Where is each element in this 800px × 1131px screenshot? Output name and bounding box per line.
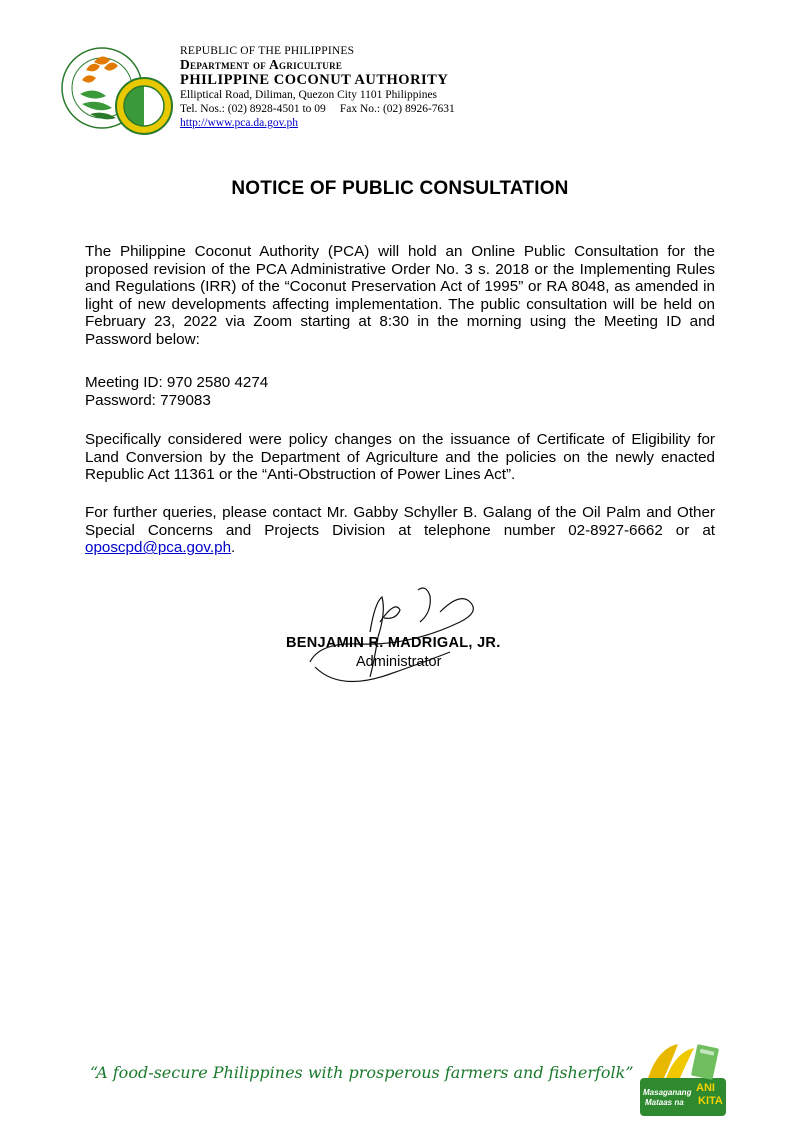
paragraph-consultation: The Philippine Coconut Authority (PCA) will hold an Online Public Consultation for the proposed revision of the PCA Administrative Order No. 3 s. 2018 or the Implementing Rules and Regulations (IRR) of the “Coconut Preservation Act of 1995” or RA 8048, as amended in light of new developments affecting implementation. The public consultation will be held on February 23, 2022 via Zoom starting at 8:30 in the morning using the Meeting ID and Password below:: [85, 243, 715, 348]
fax-number: Fax No.: (02) 8926-7631: [339, 103, 455, 115]
coconut-seal-icon: [116, 78, 172, 134]
email-link[interactable]: oposcpd@pca.gov.ph: [85, 539, 232, 557]
letterhead: [180, 44, 455, 130]
contact-line: [180, 102, 455, 116]
badge-line2: Mataas na: [645, 1098, 684, 1107]
signatory-name: BENJAMIN R. MADRIGAL, JR.: [286, 635, 501, 651]
website-link[interactable]: http://www.pca.da.gov.ph: [180, 117, 298, 129]
meeting-password: Password: 779083: [85, 391, 211, 409]
department-line: Department of Agriculture: [180, 57, 343, 72]
tel-numbers: Tel. Nos.: (02) 8928-4501 to 09: [180, 103, 326, 115]
contact-text: For further queries, please contact Mr. Gabby Schyller B. Galang of the Oil Palm and Other Special Concerns and Projects Division at telephone number 02-8927-6662 or at: [85, 504, 715, 539]
badge-kita: KITA: [698, 1095, 723, 1107]
contact-end: .: [231, 539, 236, 557]
signatory-title: Administrator: [356, 654, 442, 670]
pca-logo: [60, 40, 176, 148]
meeting-id: Meeting ID: 970 2580 4274: [85, 374, 269, 391]
agency-name: PHILIPPINE COCONUT AUTHORITY: [180, 72, 449, 88]
page-title: NOTICE OF PUBLIC CONSULTATION: [231, 178, 569, 199]
republic-line: REPUBLIC OF THE PHILIPPINES: [180, 45, 355, 57]
badge-line1: Masaganang: [643, 1088, 692, 1097]
footer-quote: “A food-secure Philippines with prosperous farmers and fisherfolk”: [90, 1063, 634, 1082]
paragraph-policy: Specifically considered were policy changes on the issuance of Certificate of Eligibility for Land Conversion by the Department of Agriculture and the policies on the newly enacted Republic Act 11361 or the “Anti-Obstruction of Power Lines Act”.: [85, 431, 715, 484]
address-line: Elliptical Road, Diliman, Quezon City 1101 Philippines: [180, 89, 438, 101]
badge-ani: ANI: [696, 1082, 715, 1094]
meeting-details: [85, 374, 715, 409]
paragraph-contact: [85, 504, 715, 557]
